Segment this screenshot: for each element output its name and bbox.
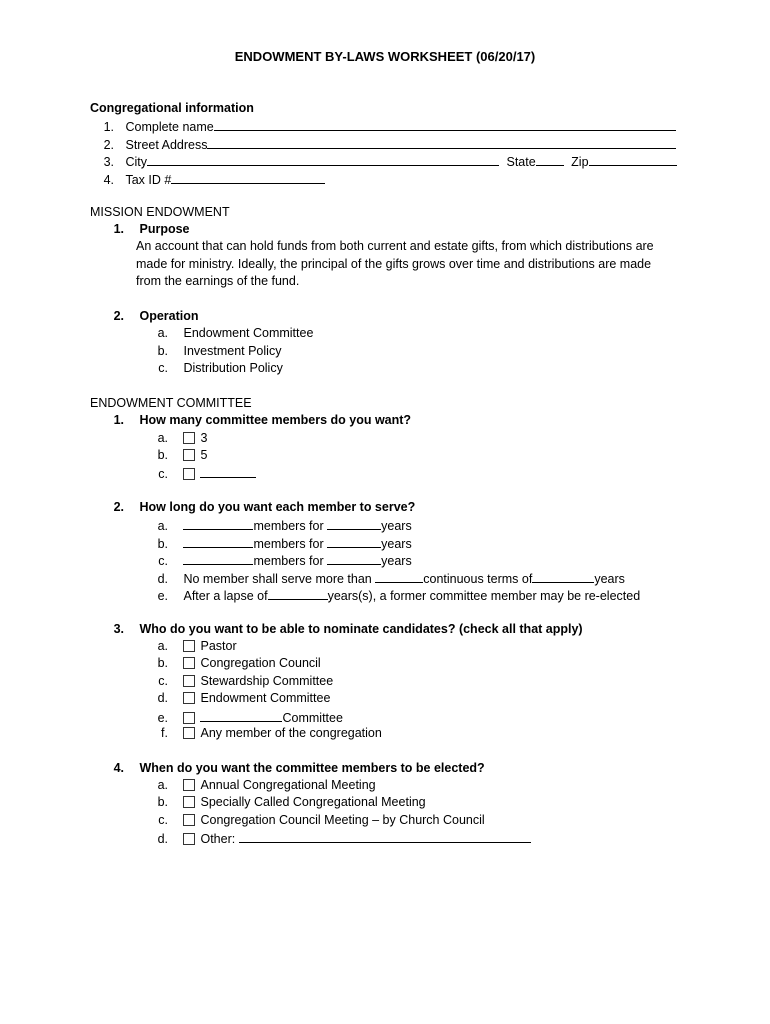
members-for-text: members for: [253, 519, 324, 533]
option-text: Congregation Council Meeting – by Church Council: [200, 813, 485, 827]
checkbox[interactable]: [183, 640, 195, 652]
item-letter: b.: [157, 537, 168, 551]
lapse-years-blank[interactable]: [268, 587, 328, 600]
field-tax-id: [90, 171, 325, 188]
checkbox[interactable]: [183, 796, 195, 808]
item-letter: f.: [161, 726, 168, 740]
q2-option: [150, 552, 412, 569]
question-3: [90, 622, 583, 637]
checkbox[interactable]: [183, 814, 195, 826]
years-text: years: [381, 554, 412, 568]
option-text: Any member of the congregation: [200, 726, 382, 740]
checkbox[interactable]: [183, 449, 195, 461]
item-number: 2.: [113, 309, 124, 323]
field-label: Tax ID #: [125, 173, 172, 187]
checkbox[interactable]: [183, 727, 195, 739]
item-letter: a.: [157, 778, 168, 792]
item-letter: c.: [158, 554, 168, 568]
section-heading-mission: MISSION ENDOWMENT: [90, 205, 230, 219]
years-text: years: [381, 519, 412, 533]
operation-item: [150, 326, 313, 341]
option-text: 3: [200, 431, 208, 445]
q1-other-blank[interactable]: [200, 465, 256, 478]
q2-option: [150, 535, 412, 552]
section-heading-congregational: Congregational information: [90, 101, 254, 115]
item-letter: d.: [157, 832, 168, 846]
q4-option: [150, 830, 531, 847]
operation-label: Operation: [139, 309, 199, 323]
years-blank[interactable]: [327, 517, 381, 530]
field-city-state-zip: [90, 153, 677, 170]
item-letter: a.: [157, 326, 168, 340]
option-text: Annual Congregational Meeting: [200, 778, 376, 792]
field-street-address: [90, 136, 676, 153]
item-letter: a.: [157, 519, 168, 533]
q1-option: [150, 448, 207, 463]
q3-option: [150, 709, 343, 726]
checkbox[interactable]: [183, 833, 195, 845]
e-suffix: years(s), a former committee member may be re-elected: [327, 589, 641, 603]
item-letter: d.: [157, 691, 168, 705]
option-text: Specially Called Congregational Meeting: [200, 795, 426, 809]
item-letter: c.: [158, 813, 168, 827]
item-number: 2.: [113, 500, 124, 514]
item-letter: b.: [157, 448, 168, 462]
question-4: [90, 761, 485, 776]
q1-option: [150, 431, 207, 446]
option-text: Congregation Council: [200, 656, 321, 670]
years-blank[interactable]: [327, 535, 381, 548]
members-blank[interactable]: [183, 552, 253, 565]
checkbox[interactable]: [183, 712, 195, 724]
operation-heading: [90, 309, 199, 324]
checkbox[interactable]: [183, 779, 195, 791]
question-2: [90, 500, 415, 515]
item-letter: b.: [157, 795, 168, 809]
field-label: Complete name: [125, 120, 214, 134]
term-years-blank[interactable]: [532, 570, 594, 583]
q3-option: [150, 639, 237, 654]
q2-option: [150, 517, 412, 534]
option-text: Committee: [282, 711, 343, 725]
q2-option: [150, 587, 640, 604]
item-number: 1.: [113, 413, 124, 427]
option-text: Endowment Committee: [200, 691, 331, 705]
option-text: 5: [200, 448, 208, 462]
operation-item: [150, 361, 283, 376]
operation-item-text: Endowment Committee: [183, 326, 314, 340]
item-letter: c.: [158, 467, 168, 481]
tax-id-blank[interactable]: [171, 171, 325, 184]
option-text: Other:: [200, 832, 236, 846]
street-address-blank[interactable]: [207, 136, 676, 149]
operation-item: [150, 344, 281, 359]
section-heading-committee: ENDOWMENT COMMITTEE: [90, 396, 252, 410]
q4-option: [150, 795, 426, 810]
zip-label: Zip: [571, 155, 589, 169]
years-blank[interactable]: [327, 552, 381, 565]
item-letter: c.: [158, 674, 168, 688]
d-prefix: No member shall serve more than: [183, 572, 372, 586]
operation-item-text: Investment Policy: [183, 344, 282, 358]
d-middle: continuous terms of: [423, 572, 533, 586]
item-letter: b.: [157, 344, 168, 358]
other-committee-blank[interactable]: [200, 709, 282, 722]
members-for-text: members for: [253, 554, 324, 568]
other-time-blank[interactable]: [239, 830, 531, 843]
page-title: ENDOWMENT BY-LAWS WORKSHEET (06/20/17): [234, 49, 536, 64]
complete-name-blank[interactable]: [214, 118, 676, 131]
question-text: When do you want the committee members to be elected?: [139, 761, 485, 775]
state-blank[interactable]: [536, 153, 564, 166]
q4-option: [150, 778, 376, 793]
zip-blank[interactable]: [589, 153, 677, 166]
purpose-heading: [90, 222, 190, 237]
checkbox[interactable]: [183, 675, 195, 687]
purpose-label: Purpose: [139, 222, 190, 236]
question-1: [90, 413, 411, 428]
item-letter: b.: [157, 656, 168, 670]
item-letter: a.: [157, 431, 168, 445]
q1-option: [150, 465, 256, 482]
max-terms-blank[interactable]: [375, 570, 423, 583]
checkbox[interactable]: [183, 692, 195, 704]
operation-item-text: Distribution Policy: [183, 361, 283, 375]
item-number: 2.: [103, 138, 114, 152]
q2-option: [150, 570, 625, 587]
checkbox[interactable]: [183, 432, 195, 444]
checkbox[interactable]: [183, 657, 195, 669]
q3-option: [150, 691, 330, 706]
item-number: 4.: [103, 173, 114, 187]
q3-option: [150, 674, 333, 689]
state-label: State: [506, 155, 536, 169]
purpose-text: An account that can hold funds from both current and estate gifts, from which distributions are made for ministry. Ideally, the principal of the gifts grows over time and distributions are made from the earnings of the fund.: [136, 239, 654, 288]
field-complete-name: [90, 118, 676, 135]
item-number: 3.: [103, 155, 114, 169]
item-number: 1.: [113, 222, 124, 236]
item-letter: c.: [158, 361, 168, 375]
q3-option: [150, 656, 321, 671]
item-number: 3.: [113, 622, 124, 636]
item-number: 1.: [103, 120, 114, 134]
members-blank[interactable]: [183, 517, 253, 530]
item-letter: e.: [157, 589, 168, 603]
item-letter: d.: [157, 572, 168, 586]
q4-option: [150, 813, 485, 828]
question-text: How many committee members do you want?: [139, 413, 412, 427]
q3-option: [150, 726, 382, 741]
members-blank[interactable]: [183, 535, 253, 548]
field-label: Street Address: [125, 138, 208, 152]
option-text: Pastor: [200, 639, 237, 653]
item-letter: e.: [157, 711, 168, 725]
item-number: 4.: [113, 761, 124, 775]
question-text: Who do you want to be able to nominate candidates? (check all that apply): [139, 622, 583, 636]
years-text: years: [381, 537, 412, 551]
question-text: How long do you want each member to serve?: [139, 500, 416, 514]
checkbox[interactable]: [183, 468, 195, 480]
e-prefix: After a lapse of: [183, 589, 268, 603]
city-blank[interactable]: [147, 153, 499, 166]
option-text: Stewardship Committee: [200, 674, 334, 688]
members-for-text: members for: [253, 537, 324, 551]
item-letter: a.: [157, 639, 168, 653]
d-suffix: years: [594, 572, 625, 586]
field-label: City: [125, 155, 148, 169]
